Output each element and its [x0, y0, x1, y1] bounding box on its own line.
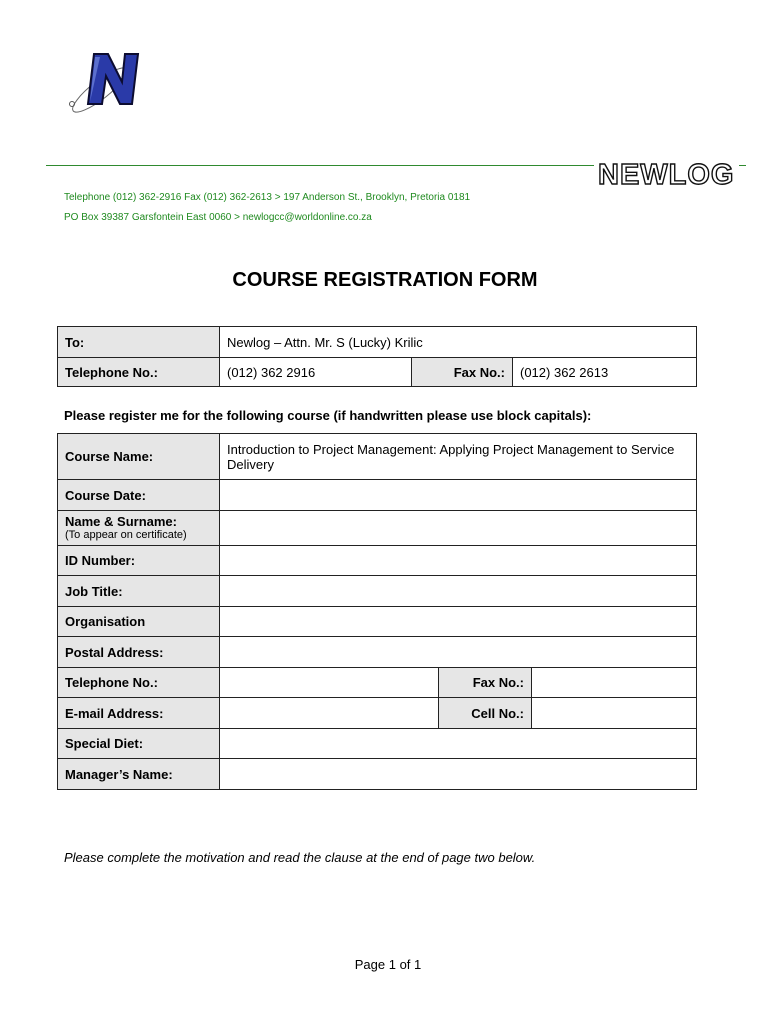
email-label: E-mail Address:	[58, 698, 220, 729]
fax-value: (012) 362 2613	[513, 358, 697, 387]
job-row	[58, 576, 697, 607]
page-number: Page 1 of 1	[354, 957, 422, 972]
cell-label: Cell No.:	[439, 698, 532, 729]
recipient-table	[57, 326, 697, 387]
course-name-label: Course Name:	[58, 434, 220, 480]
course-name-row	[58, 434, 697, 480]
to-row	[58, 327, 697, 358]
organisation-field[interactable]	[220, 607, 697, 637]
organisation-label: Organisation	[58, 607, 220, 637]
course-date-row	[58, 480, 697, 511]
course-date-field[interactable]	[220, 480, 697, 511]
to-label: To:	[58, 327, 220, 358]
brand-name: NEWLOG	[594, 155, 739, 195]
postal-address-field[interactable]	[220, 637, 697, 668]
id-field[interactable]	[220, 546, 697, 576]
contact-line-2: PO Box 39387 Garsfontein East 0060 > newlogcc@worldonline.co.za	[64, 212, 372, 223]
to-value: Newlog – Attn. Mr. S (Lucky) Krilic	[220, 327, 697, 358]
postal-address-label: Postal Address:	[58, 637, 220, 668]
name-row	[58, 511, 697, 546]
name-label-text: Name & Surname:	[65, 514, 177, 529]
cell-field[interactable]	[532, 698, 697, 729]
name-label	[58, 511, 220, 546]
email-field[interactable]	[220, 698, 439, 729]
job-title-field[interactable]	[220, 576, 697, 607]
applicant-fax-label: Fax No.:	[439, 668, 532, 698]
form-title: COURSE REGISTRATION FORM	[232, 269, 538, 291]
instruction-text: Please register me for the following course (if handwritten please use block capitals):	[64, 408, 592, 423]
fax-label: Fax No.:	[412, 358, 513, 387]
name-sublabel: (To appear on certificate)	[65, 529, 187, 541]
course-name-value: Introduction to Project Management: Applying Project Management to Service Delivery	[220, 434, 697, 480]
manager-row	[58, 759, 697, 790]
id-label: ID Number:	[58, 546, 220, 576]
telephone-fax-row	[58, 668, 697, 698]
course-date-label: Course Date:	[58, 480, 220, 511]
contact-line-1: Telephone (012) 362-2916 Fax (012) 362-2613 > 197 Anderson St., Brooklyn, Pretoria 0181	[64, 192, 471, 203]
registration-table	[57, 433, 697, 790]
name-field[interactable]	[220, 511, 697, 546]
postal-row	[58, 637, 697, 668]
telephone-label: Telephone No.:	[58, 358, 220, 387]
special-diet-field[interactable]	[220, 729, 697, 759]
job-title-label: Job Title:	[58, 576, 220, 607]
newlog-logo	[64, 42, 150, 114]
id-row	[58, 546, 697, 576]
telephone-row	[58, 358, 697, 387]
special-diet-label: Special Diet:	[58, 729, 220, 759]
manager-name-label: Manager’s Name:	[58, 759, 220, 790]
manager-name-field[interactable]	[220, 759, 697, 790]
applicant-fax-field[interactable]	[532, 668, 697, 698]
email-cell-row	[58, 698, 697, 729]
diet-row	[58, 729, 697, 759]
telephone-value: (012) 362 2916	[220, 358, 412, 387]
applicant-telephone-field[interactable]	[220, 668, 439, 698]
applicant-telephone-label: Telephone No.:	[58, 668, 220, 698]
footer-note: Please complete the motivation and read the clause at the end of page two below.	[64, 850, 536, 865]
organisation-row	[58, 607, 697, 637]
